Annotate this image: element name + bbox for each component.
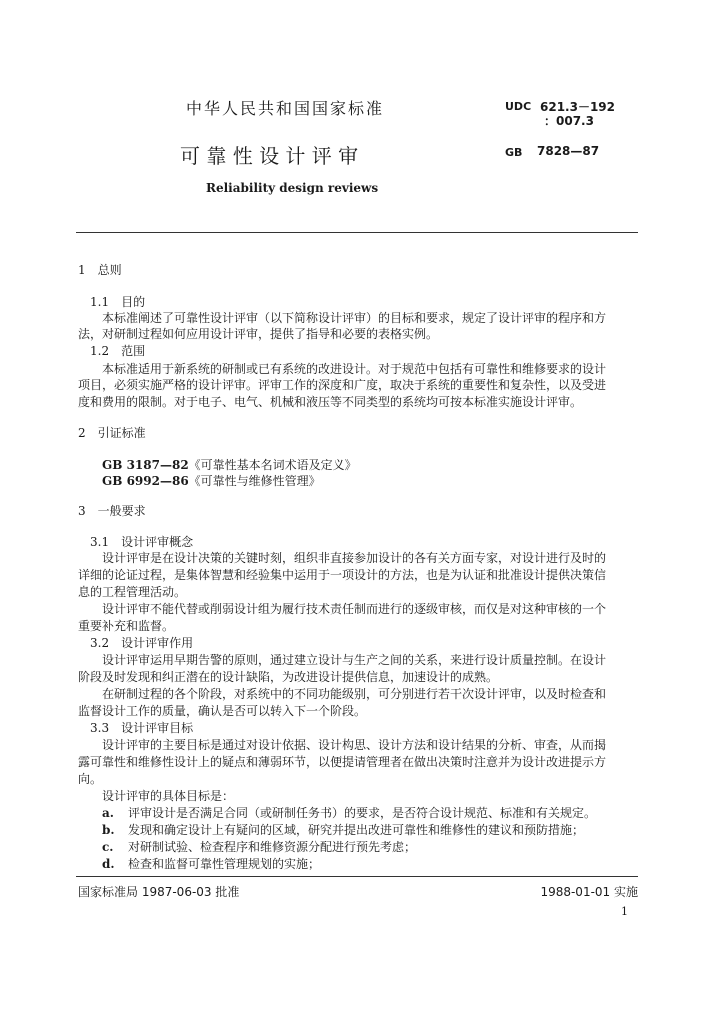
section-3-3-heading: 3.3 设计评审目标 bbox=[90, 721, 194, 735]
list-marker: c. bbox=[102, 840, 114, 854]
paragraph-line: 度和费用的限制。对于电子、电气、机械和液压等不同类型的系统均可按本标准实施设计评审。 bbox=[78, 395, 583, 409]
paragraph-line: 在研制过程的各个阶段，对系统中的不同功能级别，可分别进行若干次设计评审，以及时检查和 bbox=[102, 687, 607, 701]
reference-item bbox=[102, 458, 357, 473]
header-rule bbox=[76, 232, 638, 233]
reference-code: GB 6992—86 bbox=[102, 474, 189, 488]
gb-code: 7828—87 bbox=[537, 144, 600, 158]
document-title: 可 靠 性 设 计 评 审 bbox=[180, 144, 359, 168]
list-item bbox=[102, 857, 320, 872]
paragraph-line: 本标准适用于新系统的研制或已有系统的改进设计。对于规范中包括有可靠性和维修要求的设计 bbox=[102, 362, 607, 376]
english-title: Reliability design reviews bbox=[206, 181, 379, 195]
implementation-date: 1988-01-01 实施 bbox=[540, 885, 638, 899]
udc-label: UDC bbox=[505, 100, 532, 113]
paragraph-line: 设计评审是在设计决策的关键时刻，组织非直接参加设计的各有关方面专家，对设计进行及时的 bbox=[102, 551, 607, 565]
approval-note: 国家标准局 1987-06-03 批准 bbox=[78, 885, 240, 899]
list-item-text: 评审设计是否满足合同（或研制任务书）的要求，是否符合设计规范、标准和有关规定。 bbox=[128, 806, 597, 820]
section-1-2-heading: 1.2 范围 bbox=[90, 344, 146, 358]
paragraph-line: 息的工程管理活动。 bbox=[78, 585, 187, 599]
section-1-1-heading: 1.1 目的 bbox=[90, 295, 146, 309]
reference-title: 《可靠性与维修性管理》 bbox=[188, 474, 321, 488]
list-item bbox=[102, 823, 584, 838]
paragraph-line: 重要补充和监督。 bbox=[78, 619, 175, 633]
paragraph-line: 详细的论证过程，是集体智慧和经验集中运用于一项设计的方法，也是为认证和批准设计提供决策信 bbox=[78, 568, 607, 582]
section-3-1-heading: 3.1 设计评审概念 bbox=[90, 535, 194, 549]
reference-code: GB 3187—82 bbox=[102, 458, 189, 472]
udc-code-1: 621.3－192 bbox=[540, 100, 616, 114]
paragraph-line: 设计评审不能代替或削弱设计组为履行技术责任制而进行的逐级审核，而仅是对这种审核的一个 bbox=[102, 602, 607, 616]
paragraph-line: 阶段及时发现和纠正潜在的设计缺陷，为改进设计提供信息，加速设计的成熟。 bbox=[78, 670, 499, 684]
section-3-heading: 3 一般要求 bbox=[78, 504, 146, 518]
paragraph-line: 向。 bbox=[78, 772, 103, 786]
paragraph-line: 设计评审的主要目标是通过对设计依据、设计构思、设计方法和设计结果的分析、审查，从而揭 bbox=[102, 738, 607, 752]
national-standard-label: 中华人民共和国国家标准 bbox=[186, 99, 385, 118]
udc-code-2: ：007.3 bbox=[544, 114, 594, 128]
list-marker: a. bbox=[102, 806, 114, 820]
reference-title: 《可靠性基本名词术语及定义》 bbox=[188, 458, 357, 472]
paragraph-line: 设计评审的具体目标是： bbox=[102, 789, 235, 803]
list-item-text: 对研制试验、检查程序和维修资源分配进行预先考虑； bbox=[128, 840, 417, 854]
section-1-heading: 1 总则 bbox=[78, 263, 122, 277]
list-item bbox=[102, 806, 596, 821]
list-marker: b. bbox=[102, 823, 115, 837]
paragraph-line: 法，对研制过程如何应用设计评审，提供了指导和必要的表格实例。 bbox=[78, 327, 439, 341]
paragraph-line: 设计评审运用早期告警的原则，通过建立设计与生产之间的关系，来进行设计质量控制。在设计 bbox=[102, 653, 607, 667]
reference-item bbox=[102, 474, 321, 489]
paragraph-line: 监督设计工作的质量，确认是否可以转入下一个阶段。 bbox=[78, 704, 367, 718]
gb-label: GB bbox=[505, 146, 523, 159]
page-number: 1 bbox=[621, 905, 628, 918]
list-item-text: 检查和监督可靠性管理规划的实施； bbox=[128, 857, 321, 871]
list-item bbox=[102, 840, 416, 855]
footer-rule bbox=[76, 876, 638, 877]
list-marker: d. bbox=[102, 857, 115, 871]
paragraph-line: 露可靠性和维修性设计上的疑点和薄弱环节，以便提请管理者在做出决策时注意并为设计改进提示方 bbox=[78, 755, 607, 769]
paragraph-line: 本标准阐述了可靠性设计评审（以下简称设计评审）的目标和要求，规定了设计评审的程序和方 bbox=[102, 311, 607, 325]
section-2-heading: 2 引证标准 bbox=[78, 426, 146, 440]
list-item-text: 发现和确定设计上有疑问的区域，研究并提出改进可靠性和维修性的建议和预防措施； bbox=[128, 823, 585, 837]
section-3-2-heading: 3.2 设计评审作用 bbox=[90, 636, 194, 650]
paragraph-line: 项目，必须实施严格的设计评审。评审工作的深度和广度，取决于系统的重要性和复杂性，以及受进 bbox=[78, 378, 607, 392]
